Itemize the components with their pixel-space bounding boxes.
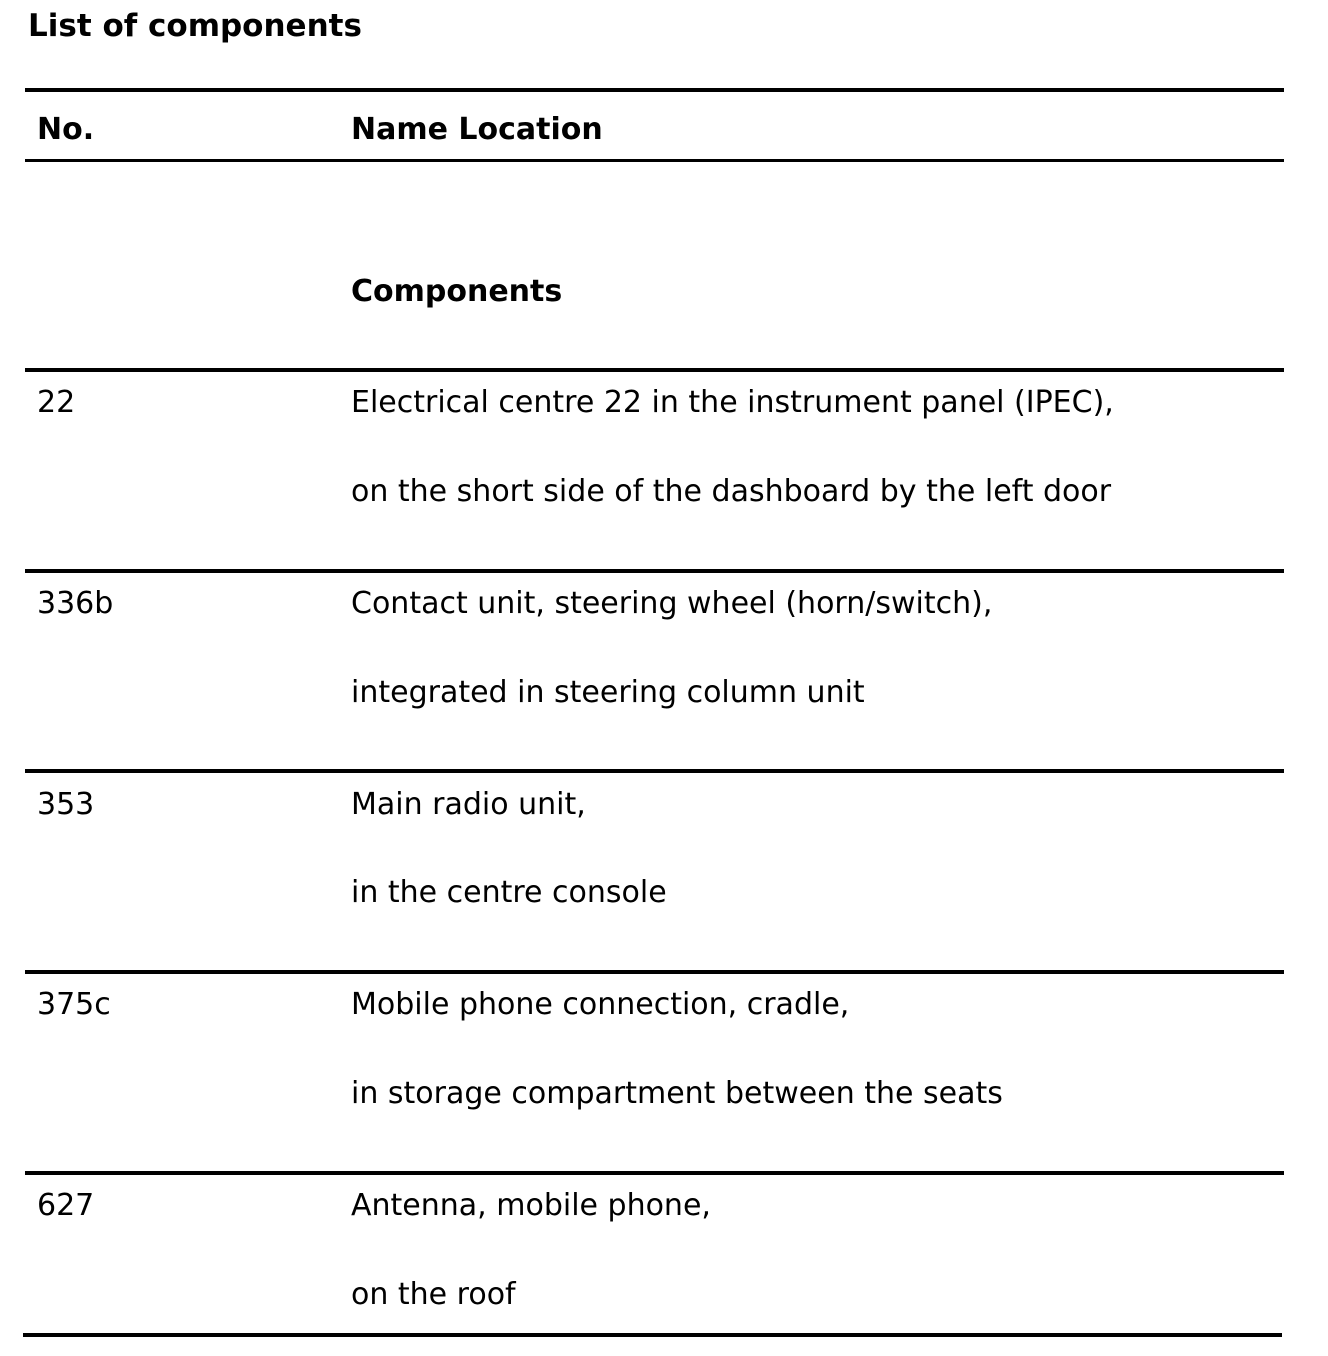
row-number: 627 [37, 1188, 95, 1223]
row-number: 22 [37, 385, 76, 420]
row-location: on the short side of the dashboard by the left door [351, 474, 1112, 509]
row-location: in storage compartment between the seats [351, 1076, 1003, 1111]
header-no: No. [37, 112, 95, 147]
section-heading: Components [351, 274, 563, 309]
table-bottom-rule [23, 1333, 1282, 1337]
row-rule [25, 970, 1284, 974]
document-title: List of components [28, 8, 362, 44]
row-number: 375c [37, 987, 111, 1022]
row-number: 336b [37, 586, 114, 621]
row-location: on the roof [351, 1277, 516, 1312]
row-rule [25, 769, 1284, 773]
table-top-rule [25, 88, 1284, 92]
row-name: Contact unit, steering wheel (horn/switch), [351, 586, 993, 621]
row-name: Mobile phone connection, cradle, [351, 987, 850, 1022]
row-rule [25, 368, 1284, 372]
header-name-location: Name Location [351, 112, 603, 147]
row-number: 353 [37, 787, 95, 822]
row-name: Main radio unit, [351, 787, 586, 822]
header-bottom-rule [25, 159, 1284, 162]
row-name: Antenna, mobile phone, [351, 1188, 711, 1223]
row-rule [25, 1171, 1284, 1175]
row-location: integrated in steering column unit [351, 675, 865, 710]
row-name: Electrical centre 22 in the instrument panel (IPEC), [351, 385, 1114, 420]
row-location: in the centre console [351, 875, 667, 910]
row-rule [25, 569, 1284, 573]
